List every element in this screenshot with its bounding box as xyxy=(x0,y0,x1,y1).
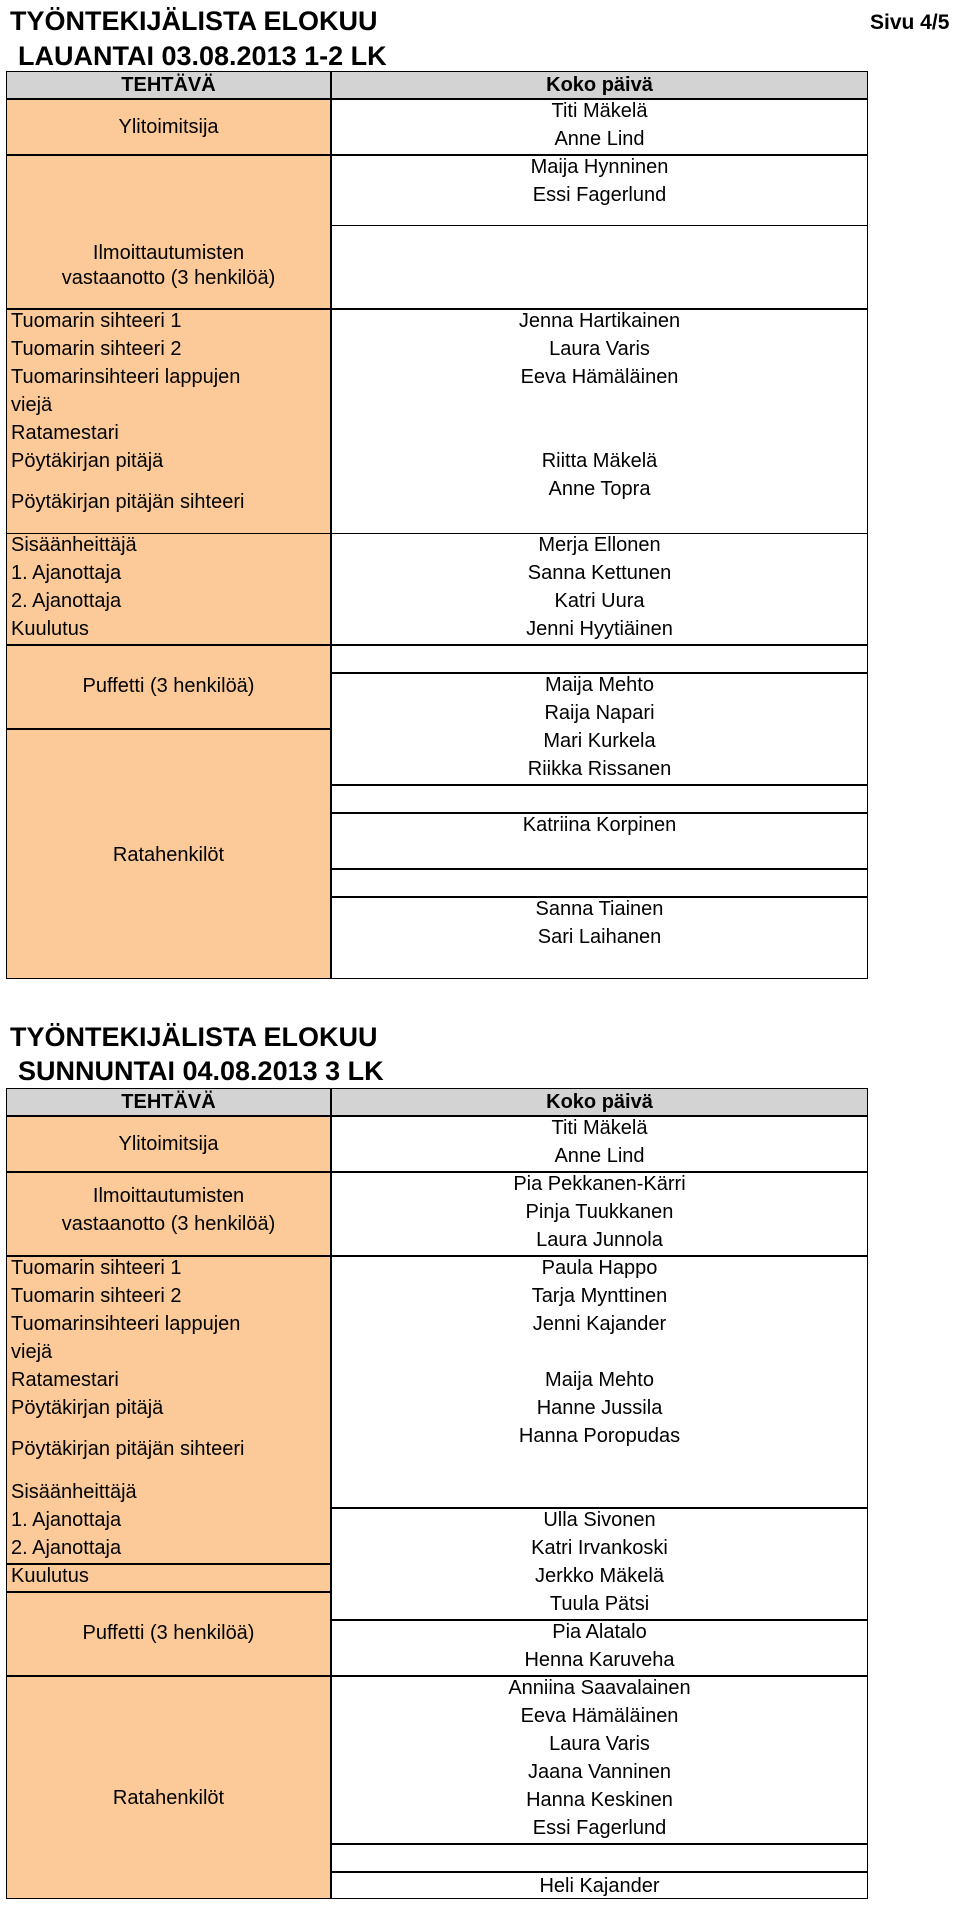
task-cell xyxy=(6,1592,331,1676)
name-entry: Ulla Sivonen xyxy=(543,1509,656,1531)
task-label: Ratahenkilöt xyxy=(112,844,225,866)
names-cell xyxy=(331,673,868,785)
name-entry: Anne Lind xyxy=(554,1145,645,1167)
section-2-title-line1: TYÖNTEKIJÄLISTA ELOKUU xyxy=(10,1022,378,1052)
name-entry: Tarja Mynttinen xyxy=(531,1285,668,1307)
task-label: Tuomarin sihteeri 1 xyxy=(11,1257,182,1279)
task-label: Kuulutus xyxy=(11,618,89,640)
names-cell xyxy=(331,1620,868,1676)
name-entry: Maija Mehto xyxy=(545,674,654,696)
name-entry: Sanna Kettunen xyxy=(527,562,672,584)
name-entry: Sanna Tiainen xyxy=(535,898,664,920)
task-label: Ratahenkilöt xyxy=(112,1787,225,1809)
name-entry: Anne Lind xyxy=(554,128,645,150)
name-entry: Katri Irvankoski xyxy=(531,1537,668,1559)
name-entry: Jaana Vanninen xyxy=(527,1761,672,1783)
task-label: Tuomarin sihteeri 2 xyxy=(11,338,182,360)
names-cell xyxy=(331,1508,868,1620)
name-entry: Katri Uura xyxy=(554,590,645,612)
names-column-header: Koko päivä xyxy=(331,1088,868,1116)
name-entry: Riitta Mäkelä xyxy=(541,450,658,472)
name-entry: Tuula Pätsi xyxy=(549,1593,650,1615)
task-label: Ilmoittautumisten xyxy=(92,1185,245,1207)
name-entry: Laura Junnola xyxy=(536,1229,663,1251)
task-cell xyxy=(6,729,331,979)
names-cell xyxy=(331,645,868,673)
name-entry: Maija Hynninen xyxy=(530,156,669,178)
names-cell xyxy=(331,99,868,155)
task-label: Tuomarin sihteeri 1 xyxy=(11,310,182,332)
names-cell xyxy=(331,785,868,813)
name-entry: Mari Kurkela xyxy=(543,730,656,752)
name-entry: Pinja Tuukkanen xyxy=(525,1201,674,1223)
task-label: Tuomarinsihteeri lappujen xyxy=(11,1313,241,1335)
task-label: 1. Ajanottaja xyxy=(11,1509,122,1531)
names-cell xyxy=(331,1872,868,1899)
name-entry: Pia Alatalo xyxy=(552,1621,647,1643)
task-label: Tuomarinsihteeri lappujen xyxy=(11,366,241,388)
task-cell xyxy=(6,645,331,729)
name-entry: Laura Varis xyxy=(549,1733,650,1755)
task-label: Ilmoittautumisten xyxy=(92,242,245,264)
name-entry: Jenni Hyytiäinen xyxy=(526,618,673,640)
name-entry: Maija Mehto xyxy=(545,1369,654,1391)
names-cell xyxy=(331,1256,868,1508)
names-cell xyxy=(331,225,868,309)
task-label: Sisäänheittäjä xyxy=(11,1481,137,1503)
task-cell xyxy=(6,1256,331,1564)
name-entry: Riikka Rissanen xyxy=(527,758,672,780)
task-cell xyxy=(6,533,331,645)
name-entry: Essi Fagerlund xyxy=(532,1817,667,1839)
name-entry: Katriina Korpinen xyxy=(522,814,677,836)
name-entry: Eeva Hämäläinen xyxy=(520,1705,679,1727)
name-entry: Hanna Keskinen xyxy=(526,1789,673,1811)
task-label: Pöytäkirjan pitäjä xyxy=(11,1397,164,1419)
task-label: Ratamestari xyxy=(11,1369,119,1391)
name-entry: Pia Pekkanen-Kärri xyxy=(513,1173,686,1195)
names-cell xyxy=(331,1676,868,1844)
name-entry: Essi Fagerlund xyxy=(532,184,667,206)
page-number: Sivu 4/5 xyxy=(870,11,950,34)
task-cell xyxy=(6,99,331,155)
name-entry: Raija Napari xyxy=(544,702,655,724)
task-label: Sisäänheittäjä xyxy=(11,534,137,556)
task-label: 1. Ajanottaja xyxy=(11,562,122,584)
task-cell xyxy=(6,1116,331,1172)
name-entry: Hanna Poropudas xyxy=(518,1425,681,1447)
name-entry: Anne Topra xyxy=(548,478,651,500)
section-1-title-line2: LAUANTAI 03.08.2013 1-2 LK xyxy=(18,41,387,71)
task-label: 2. Ajanottaja xyxy=(11,1537,122,1559)
task-cell xyxy=(6,309,331,561)
name-entry: Anniina Saavalainen xyxy=(508,1677,691,1699)
task-label: Ratamestari xyxy=(11,422,119,444)
name-entry: Hanne Jussila xyxy=(536,1397,663,1419)
name-entry: Jenna Hartikainen xyxy=(518,310,681,332)
task-label: Pöytäkirjan pitäjä xyxy=(11,450,164,472)
task-label: 2. Ajanottaja xyxy=(11,590,122,612)
task-label: viejä xyxy=(11,1341,53,1363)
section-1-title-line1: TYÖNTEKIJÄLISTA ELOKUU xyxy=(10,6,378,36)
name-entry: Sari Laihanen xyxy=(537,926,662,948)
name-entry: Titi Mäkelä xyxy=(551,1117,648,1139)
section-2-title-line2: SUNNUNTAI 04.08.2013 3 LK xyxy=(18,1056,384,1086)
task-cell xyxy=(6,1676,331,1899)
name-entry: Henna Karuveha xyxy=(524,1649,675,1671)
task-label: Puffetti (3 henkilöä) xyxy=(82,1622,255,1644)
task-column-header: TEHTÄVÄ xyxy=(6,71,331,99)
names-cell xyxy=(331,813,868,869)
task-label: Pöytäkirjan pitäjän sihteeri xyxy=(11,491,245,513)
section-1-table xyxy=(6,71,868,948)
task-label: Kuulutus xyxy=(11,1565,89,1587)
names-cell xyxy=(331,1116,868,1172)
name-entry: Heli Kajander xyxy=(539,1875,660,1897)
names-cell xyxy=(331,533,868,645)
names-cell xyxy=(331,1172,868,1256)
task-label: vastaanotto (3 henkilöä) xyxy=(61,1213,276,1235)
task-label: Puffetti (3 henkilöä) xyxy=(82,675,255,697)
names-cell xyxy=(331,309,868,561)
task-label: Pöytäkirjan pitäjän sihteeri xyxy=(11,1438,245,1460)
task-cell xyxy=(6,155,331,309)
task-cell xyxy=(6,1172,331,1256)
names-cell xyxy=(331,1844,868,1872)
task-label: Ylitoimitsija xyxy=(118,116,219,138)
section-2-table xyxy=(6,1088,868,1900)
name-entry: Eeva Hämäläinen xyxy=(520,366,679,388)
name-entry: Jerkko Mäkelä xyxy=(535,1565,664,1587)
names-cell xyxy=(331,897,868,979)
task-label: Ylitoimitsija xyxy=(118,1133,219,1155)
names-cell xyxy=(331,869,868,897)
name-entry: Titi Mäkelä xyxy=(551,100,648,122)
task-column-header: TEHTÄVÄ xyxy=(6,1088,331,1116)
name-entry: Paula Happo xyxy=(541,1257,658,1279)
names-column-header: Koko päivä xyxy=(331,71,868,99)
task-label: vastaanotto (3 henkilöä) xyxy=(61,267,276,289)
name-entry: Merja Ellonen xyxy=(538,534,661,556)
task-cell xyxy=(6,1564,331,1592)
task-label: viejä xyxy=(11,394,53,416)
name-entry: Jenni Kajander xyxy=(532,1313,667,1335)
task-label: Tuomarin sihteeri 2 xyxy=(11,1285,182,1307)
name-entry: Laura Varis xyxy=(549,338,650,360)
